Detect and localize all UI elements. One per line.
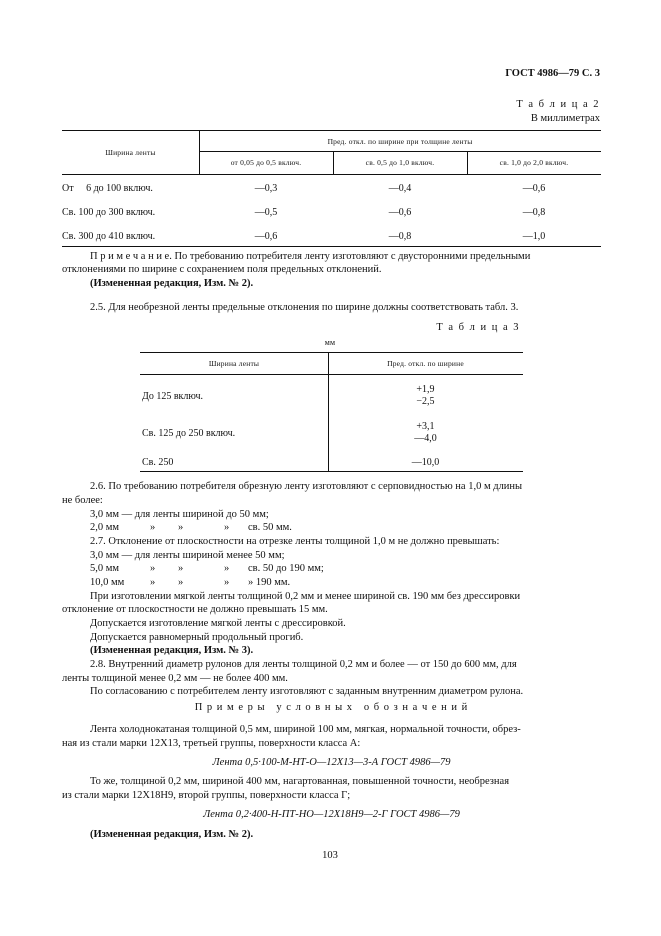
table-cell: +1,9 <box>416 384 435 395</box>
paragraph-2-6-item: 3,0 мм — для ленты шириной до 50 мм; <box>90 509 269 520</box>
example-text: Лента холоднокатаная толщиной 0,5 мм, шириной 100 мм, мягкая, нормальной точности, обрез- <box>90 724 521 735</box>
ditto-mark: » <box>178 522 184 533</box>
example-text: ная из стали марки 12Х13, третьей группы, поверхности класса А: <box>62 738 361 749</box>
edition-note: (Измененная редакция, Изм. № 3). <box>90 645 254 656</box>
table3-width-header: Ширина ленты <box>208 359 260 368</box>
paragraph-2-7: 2.7. Отклонение от плоскостности на отрезке ленты толщиной 1,0 м не должно превышать: <box>90 536 500 547</box>
table-cell: −2,5 <box>416 396 435 407</box>
paragraph-2-7: При изготовлении мягкой ленты толщиной 0,2 мм и менее шириной св. 190 мм без дрессировки <box>90 591 521 602</box>
table2-subheader: от 0,05 до 0,5 включ. <box>230 158 302 167</box>
paragraph-2-7-item: 10,0 мм <box>90 577 125 588</box>
table-cell: —0,8 <box>388 231 412 242</box>
document-reference: ГОСТ 4986—79 С. 3 <box>505 68 600 79</box>
note-text: отклонениями по ширине с сохранением поля предельных отклонений. <box>62 264 382 275</box>
table-cell: +3,1 <box>416 421 435 432</box>
ditto-mark: » <box>150 577 156 588</box>
table2-subheader: св. 0,5 до 1,0 включ. <box>365 158 435 167</box>
paragraph-2-7: отклонение от плоскостности не должно превышать 15 мм. <box>62 604 328 615</box>
table-row-label: Св. 300 до 410 включ. <box>62 231 156 242</box>
page-number: 103 <box>322 850 338 861</box>
table-cell: —1,0 <box>522 231 546 242</box>
table-cell: —4,0 <box>414 433 437 444</box>
table-cell: —0,3 <box>254 183 278 194</box>
paragraph-2-8: По согласованию с потребителем ленту изготовляют с заданным внутренним диаметром рулона. <box>90 686 524 697</box>
paragraph-2-7: Допускается равномерный продольный прогиб. <box>90 632 304 643</box>
paragraph-2-6-item: св. 50 мм. <box>248 522 292 533</box>
table-cell: —0,6 <box>254 231 278 242</box>
example-designation: Лента 0,2·400-Н-ПТ-НО—12Х18Н9—2-Г ГОСТ 4986—79 <box>203 809 460 820</box>
table2-unit: В миллиметрах <box>530 113 600 124</box>
paragraph-2-7-item: 3,0 мм — для ленты шириной менее 50 мм; <box>90 550 285 561</box>
paragraph-2-8: ленты толщиной менее 0,2 мм — не более 400 мм. <box>62 673 288 684</box>
paragraph-2-7-item: » 190 мм. <box>248 577 291 588</box>
table-row-label: От 6 до 100 включ. <box>62 183 153 194</box>
table3-tolerance-header: Пред. откл. по ширине <box>387 359 464 368</box>
ditto-mark: » <box>178 563 184 574</box>
ditto-mark: » <box>150 522 156 533</box>
paragraph-2-5: 2.5. Для необрезной ленты предельные отклонения по ширине должны соответствовать табл. 3. <box>90 302 519 313</box>
paragraph-2-6: не более: <box>62 495 103 506</box>
ditto-mark: » <box>224 577 230 588</box>
table-cell: —0,8 <box>522 207 546 218</box>
table-row-label: Св. 100 до 300 включ. <box>62 207 156 218</box>
table-cell: —0,6 <box>522 183 546 194</box>
example-text: из стали марки 12Х18Н9, второй группы, поверхности класса Г; <box>62 790 351 801</box>
table-cell: —10,0 <box>411 457 440 468</box>
paragraph-2-7-item: св. 50 до 190 мм; <box>248 563 324 574</box>
example-text: То же, толщиной 0,2 мм, шириной 400 мм, нагартованная, повышенной точности, необрезная <box>90 776 510 787</box>
ditto-mark: » <box>178 577 184 588</box>
table-row-label: До 125 включ. <box>142 391 204 402</box>
paragraph-2-6: 2.6. По требованию потребителя обрезную ленту изготовляют с серповидностью на 1,0 м длины <box>90 481 523 492</box>
table2-group-header: Пред. откл. по ширине при толщине ленты <box>327 137 473 146</box>
edition-note: (Измененная редакция, Изм. № 2). <box>90 278 254 289</box>
table3-caption: Т а б л и ц а 3 <box>436 322 520 333</box>
table-cell: —0,4 <box>388 183 412 194</box>
ditto-mark: » <box>224 522 230 533</box>
paragraph-2-6-item: 2,0 мм <box>90 522 120 533</box>
example-designation: Лента 0,5·100-М-НТ-О—12Х13—3-А ГОСТ 4986—79 <box>212 757 451 768</box>
ditto-mark: » <box>224 563 230 574</box>
table-row-label: Св. 125 до 250 включ. <box>142 428 236 439</box>
table2-subheader: св. 1,0 до 2,0 включ. <box>499 158 569 167</box>
paragraph-2-7-item: 5,0 мм <box>90 563 120 574</box>
table2-caption: Т а б л и ц а 2 <box>516 99 600 110</box>
note-text: П р и м е ч а н и е. По требованию потребителя ленту изготовляют с двусторонними предельными <box>90 251 531 262</box>
ditto-mark: » <box>150 563 156 574</box>
table2-width-header: Ширина ленты <box>105 148 156 157</box>
table-cell: —0,6 <box>388 207 412 218</box>
table-cell: —0,5 <box>254 207 278 218</box>
table3-unit: мм <box>324 338 336 347</box>
paragraph-2-8: 2.8. Внутренний диаметр рулонов для ленты толщиной 0,2 мм и более — от 150 до 600 мм, для <box>90 659 517 670</box>
table-row-label: Св. 250 <box>142 457 174 468</box>
examples-heading: П р и м е р ы у с л о в н ы х о б о з н а ч е н и й <box>194 702 469 713</box>
edition-note: (Измененная редакция, Изм. № 2). <box>90 829 254 840</box>
paragraph-2-7: Допускается изготовление мягкой ленты с дрессировкой. <box>90 618 346 629</box>
